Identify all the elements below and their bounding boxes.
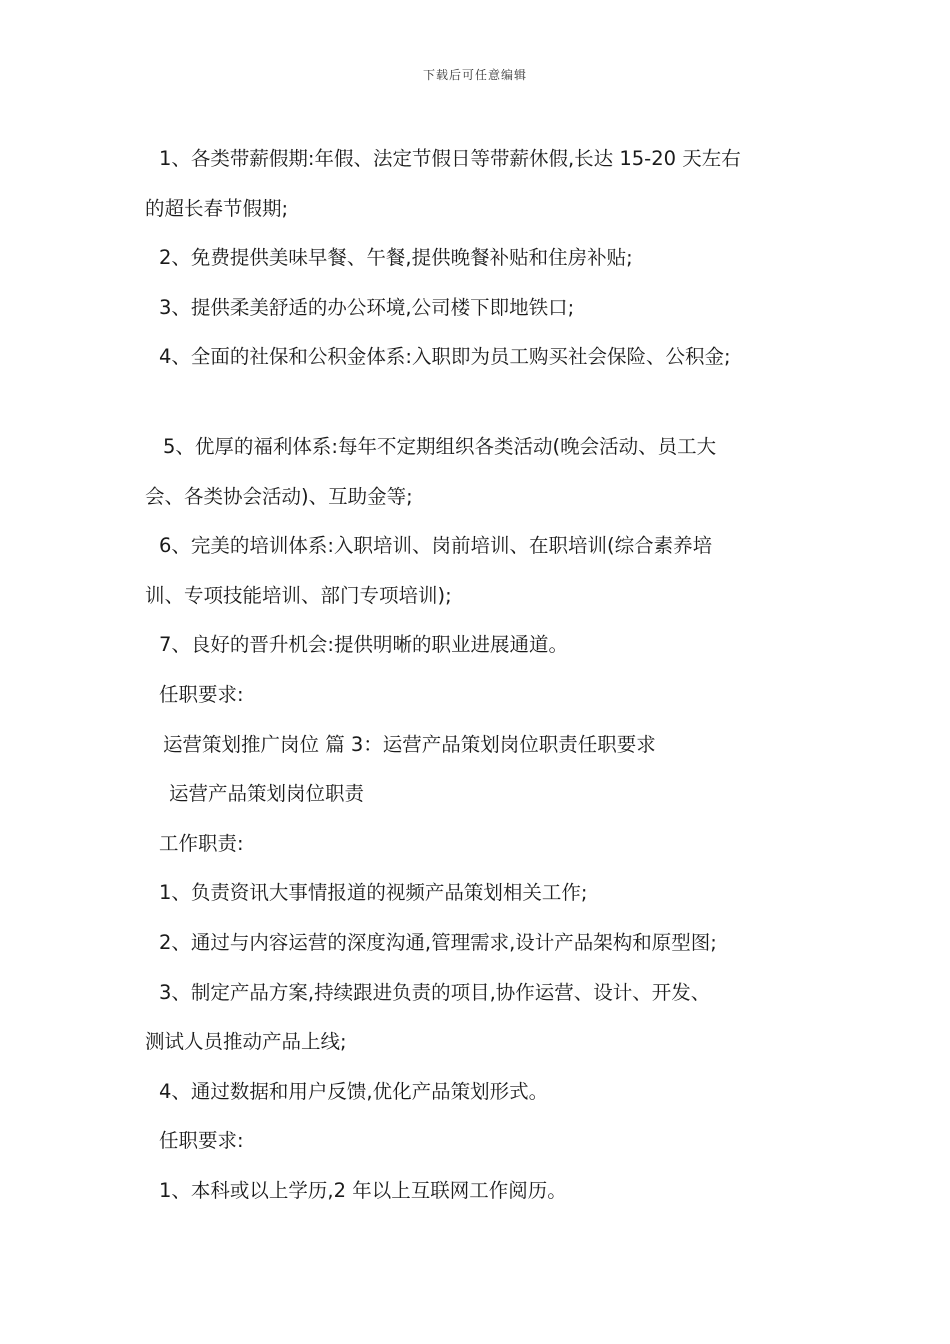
section-title: 运营策划推广岗位 篇 3：运营产品策划岗位职责任职要求 (163, 732, 656, 756)
paragraph-line: 会、各类协会活动)、互助金等; (145, 484, 413, 508)
section-heading: 工作职责: (159, 831, 244, 855)
paragraph-line: 训、专项技能培训、部门专项培训); (145, 583, 452, 607)
paragraph-line: 3、提供柔美舒适的办公环境,公司楼下即地铁口; (159, 295, 575, 319)
section-subtitle: 运营产品策划岗位职责 (169, 782, 365, 806)
paragraph-line: 1、本科或以上学历,2 年以上互联网工作阅历。 (159, 1178, 567, 1202)
paragraph-gap (145, 382, 825, 422)
paragraph-line: 2、免费提供美味早餐、午餐,提供晚餐补贴和住房补贴; (159, 246, 633, 270)
paragraph-line: 4、通过数据和用户反馈,优化产品策划形式。 (159, 1079, 549, 1103)
document-body (145, 134, 825, 1215)
paragraph-line: 4、全面的社保和公积金体系:入职即为员工购买社会保险、公积金; (159, 345, 731, 369)
paragraph-line: 测试人员推动产品上线; (145, 1030, 347, 1054)
paragraph-line: 7、良好的晋升机会:提供明晰的职业进展通道。 (159, 633, 568, 657)
paragraph-line: 6、完美的培训体系:入职培训、岗前培训、在职培训(综合素养培 (159, 534, 713, 558)
paragraph-line: 1、各类带薪假期:年假、法定节假日等带薪休假,长达 15-20 天左右 (159, 147, 741, 170)
paragraph-line: 1、负责资讯大事情报道的视频产品策划相关工作; (159, 881, 588, 905)
paragraph-line: 的超长春节假期; (145, 196, 289, 220)
section-heading: 任职要求: (159, 1129, 244, 1153)
paragraph-line: 3、制定产品方案,持续跟进负责的项目,协作运营、设计、开发、 (159, 980, 711, 1004)
paragraph-line: 2、通过与内容运营的深度沟通,管理需求,设计产品架构和原型图; (159, 930, 717, 954)
section-heading: 任职要求: (159, 682, 244, 706)
paragraph-line: 5、优厚的福利体系:每年不定期组织各类活动(晚会活动、员工大 (163, 434, 717, 458)
page-header: 下载后可任意编辑 (422, 68, 527, 82)
